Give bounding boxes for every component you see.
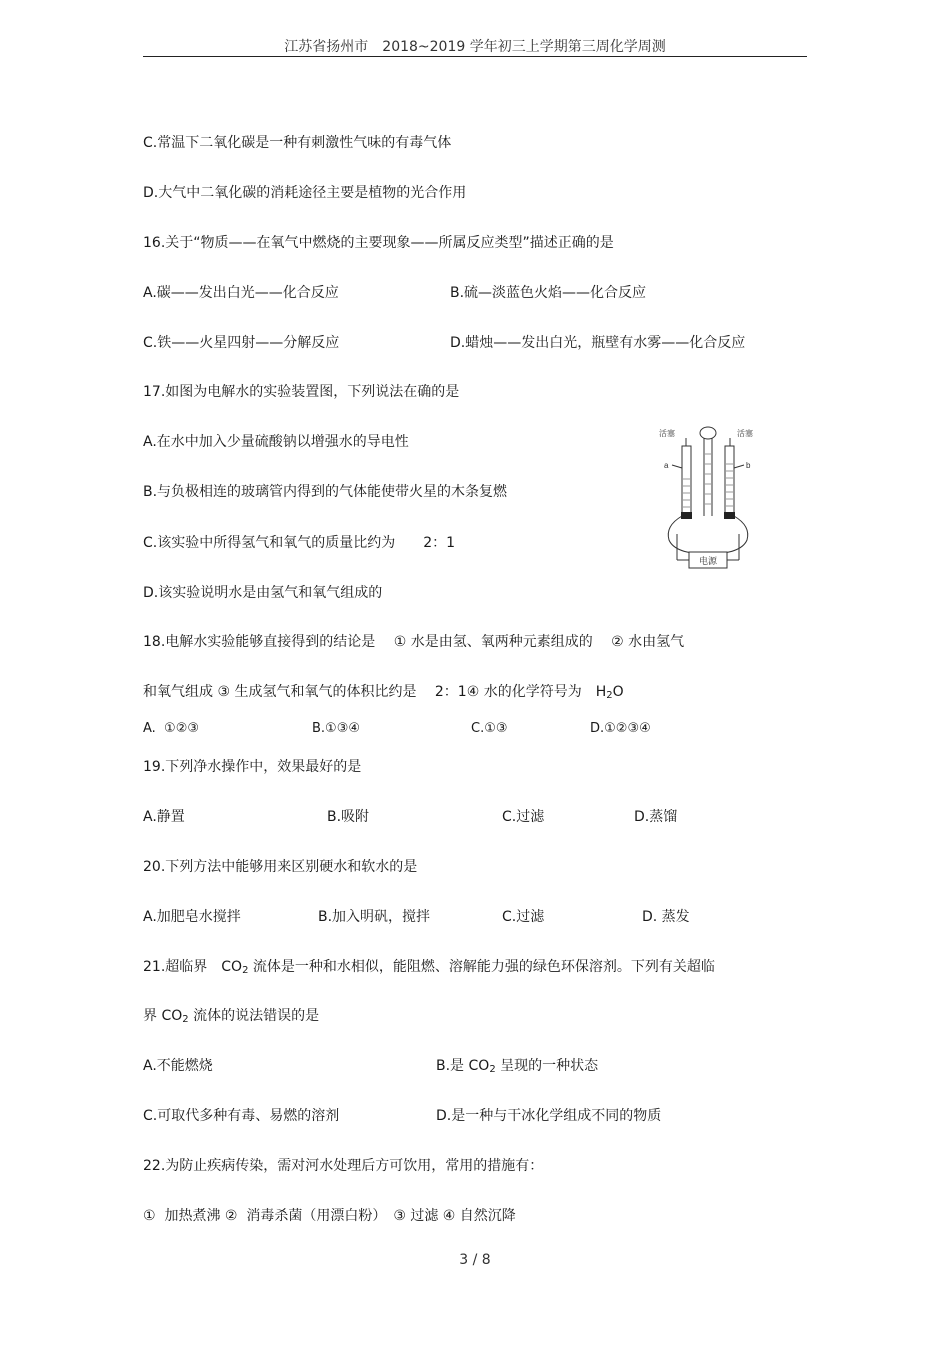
q21-text-post: 流体是一种和水相似，能阻燃、溶解能力强的绿色环保溶剂。下列有关超临 [248, 959, 715, 975]
q19-option-a: A.静置 [143, 809, 185, 825]
page-header: 江苏省扬州市 2018~2019 学年初三上学期第三周化学周测 [284, 39, 666, 55]
q16-option-b: B.硫—淡蓝色火焰——化合反应 [450, 285, 647, 301]
q18-text-pre: 和氧气组成 ③ 生成氢气和氧气的体积比约是 2：1④ 水的化学符号为 H [143, 684, 607, 700]
q21b-text-post: 流体的说法错误的是 [188, 1008, 320, 1024]
q20-option-c: C.过滤 [502, 909, 545, 925]
q17-option-c: C.该实验中所得氢气和氧气的质量比约为 2：1 [143, 535, 456, 551]
q21-text-pre: 21.超临界 CO [143, 959, 243, 975]
q18-option-b: B.①③④ [312, 721, 361, 736]
q17-option-b: B.与负极相连的玻璃管内得到的气体能使带火星的木条复燃 [143, 484, 508, 500]
q18-subscript: 2 [606, 690, 613, 701]
header-divider [143, 56, 807, 57]
q16-option-a: A.碳——发出白光——化合反应 [143, 285, 339, 301]
q19-option-d: D.蒸馏 [634, 809, 678, 825]
question-20: 20.下列方法中能够用来区别硬水和软水的是 [143, 859, 418, 875]
q21b-subscript: 2 [182, 1014, 189, 1025]
q21-option-c: C.可取代多种有毒、易燃的溶剂 [143, 1108, 340, 1124]
q20-option-a: A.加肥皂水搅拌 [143, 909, 241, 925]
question-21-line-2 [143, 1007, 319, 1029]
q19-option-c: C.过滤 [502, 809, 545, 825]
q18-option-c: C.①③ [471, 721, 508, 736]
q21b-opt-pre: B.是 CO [436, 1058, 490, 1074]
q15-option-d: D.大气中二氧化碳的消耗途径主要是植物的光合作用 [143, 185, 467, 201]
page-number: 3 / 8 [459, 1252, 491, 1268]
q17-option-d: D.该实验说明水是由氢气和氧气组成的 [143, 585, 383, 601]
q17-option-a: A.在水中加入少量硫酸钠以增强水的导电性 [143, 434, 409, 450]
question-17: 17.如图为电解水的实验装置图，下列说法在确的是 [143, 384, 460, 400]
q21-option-d: D.是一种与干冰化学组成不同的物质 [436, 1108, 662, 1124]
question-21-line-1 [143, 958, 715, 980]
q20-option-d: D. 蒸发 [642, 909, 690, 925]
electrolysis-apparatus-figure [655, 424, 761, 570]
figure-label-a: a [664, 461, 669, 470]
q18-option-d: D.①②③④ [590, 721, 651, 736]
q21-option-a: A.不能燃烧 [143, 1058, 213, 1074]
q16-option-d: D.蜡烛——发出白光，瓶壁有水雾——化合反应 [450, 335, 746, 351]
q21b-text-pre: 界 CO [143, 1008, 183, 1024]
q18-option-a: A. ①②③ [143, 721, 200, 736]
q20-option-b: B.加入明矾，搅拌 [318, 909, 431, 925]
figure-label-b: b [746, 461, 751, 470]
q21b-opt-post: 呈现的一种状态 [495, 1058, 599, 1074]
q22-measures: ① 加热煮沸 ② 消毒杀菌（用漂白粉） ③ 过滤 ④ 自然沉降 [143, 1208, 516, 1224]
q15-option-c: C.常温下二氧化碳是一种有刺激性气味的有毒气体 [143, 135, 452, 151]
q16-option-c: C.铁——火星四射——分解反应 [143, 335, 340, 351]
question-19: 19.下列净水操作中，效果最好的是 [143, 759, 362, 775]
question-18-line-2 [143, 683, 624, 705]
figure-label-power: 电源 [699, 556, 718, 566]
q19-option-b: B.吸附 [327, 809, 370, 825]
figure-label-left-plug: 活塞 [659, 429, 675, 438]
q21-option-b [436, 1057, 598, 1079]
question-22: 22.为防止疾病传染，需对河水处理后方可饮用，常用的措施有： [143, 1158, 544, 1174]
question-18-line-1: 18.电解水实验能够直接得到的结论是 ① 水是由氢、氧两种元素组成的 ② 水由氢气 [143, 634, 685, 650]
q18-text-post: O [612, 684, 624, 700]
figure-label-right-plug: 活塞 [737, 429, 753, 438]
question-16: 16.关于“物质——在氧气中燃烧的主要现象——所属反应类型”描述正确的是 [143, 235, 614, 251]
q21b-opt-subscript: 2 [489, 1064, 496, 1075]
q21-subscript: 2 [242, 965, 249, 976]
